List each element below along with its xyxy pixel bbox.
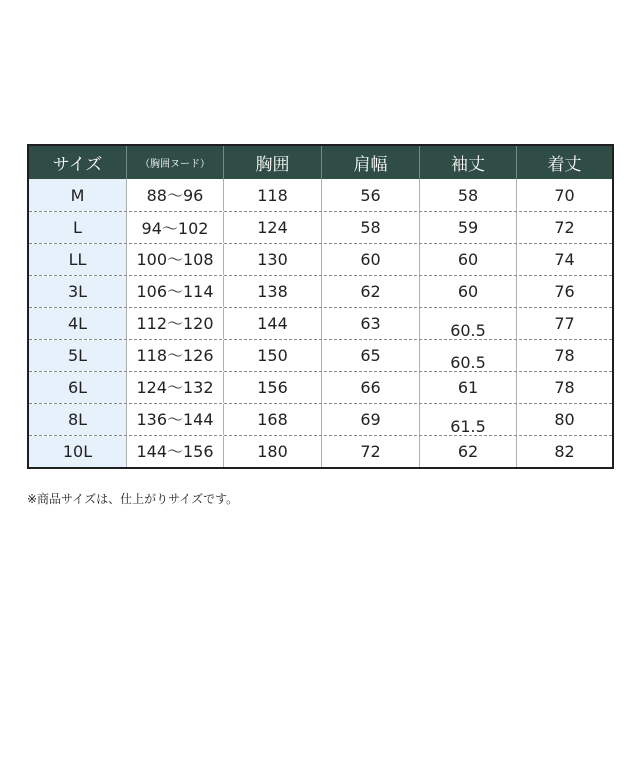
cell-sleeve: 58 [419,179,516,211]
cell-shoulder: 66 [321,372,419,403]
cell-sleeve: 60.5 [419,340,516,371]
cell-length: 76 [516,276,612,307]
cell-chest: 180 [223,436,321,467]
cell-size: 6L [29,372,126,403]
cell-length: 78 [516,372,612,403]
cell-shoulder: 63 [321,308,419,339]
cell-length: 78 [516,340,612,371]
cell-chest: 124 [223,212,321,243]
cell-chest: 150 [223,340,321,371]
cell-chest-nude: 144～156 [126,436,223,467]
size-note: ※商品サイズは、仕上がりサイズです。 [27,492,239,506]
cell-chest-nude: 88～96 [126,179,223,211]
cell-shoulder: 72 [321,436,419,467]
cell-chest: 130 [223,244,321,275]
cell-shoulder: 56 [321,179,419,211]
cell-chest: 168 [223,404,321,435]
header-size: サイズ [52,155,103,175]
cell-sleeve: 60 [419,244,516,275]
header-sleeve: 袖丈 [419,146,516,179]
header-shoulder: 肩幅 [321,146,419,179]
cell-sleeve: 60 [419,276,516,307]
cell-sleeve: 59 [419,212,516,243]
cell-size: LL [29,244,126,275]
cell-chest-nude: 124～132 [126,372,223,403]
table-row [29,307,612,339]
cell-shoulder: 65 [321,340,419,371]
cell-sleeve: 61 [419,372,516,403]
table-body [29,179,612,467]
size-table [27,144,614,469]
cell-size: L [29,212,126,243]
cell-shoulder: 69 [321,404,419,435]
table-row [29,339,612,371]
cell-length: 72 [516,212,612,243]
cell-chest: 118 [223,179,321,211]
cell-length: 80 [516,404,612,435]
cell-chest-nude: 136～144 [126,404,223,435]
cell-sleeve: 60.5 [419,308,516,339]
cell-chest-nude: 118～126 [126,340,223,371]
cell-sleeve: 61.5 [419,404,516,435]
cell-shoulder: 60 [321,244,419,275]
table-row [29,179,612,211]
cell-shoulder: 62 [321,276,419,307]
cell-length: 82 [516,436,612,467]
table-row [29,371,612,403]
cell-size: M [29,179,126,211]
table-row [29,435,612,467]
cell-size: 8L [29,404,126,435]
cell-chest: 156 [223,372,321,403]
cell-sleeve: 62 [419,436,516,467]
header-chest-nude: （胸囲ヌード） [126,146,223,179]
table-header [29,146,612,179]
cell-chest-nude: 106～114 [126,276,223,307]
table-row [29,275,612,307]
cell-shoulder: 58 [321,212,419,243]
cell-length: 74 [516,244,612,275]
cell-size: 5L [29,340,126,371]
table-row [29,243,612,275]
cell-size: 3L [29,276,126,307]
cell-chest: 144 [223,308,321,339]
table-row [29,211,612,243]
cell-chest: 138 [223,276,321,307]
table-row [29,403,612,435]
cell-chest-nude: 112～120 [126,308,223,339]
cell-length: 77 [516,308,612,339]
cell-size: 10L [29,436,126,467]
cell-chest-nude: 94～102 [126,212,223,243]
header-chest: 胸囲 [223,146,321,179]
cell-chest-nude: 100～108 [126,244,223,275]
header-length: 着丈 [516,146,612,179]
cell-length: 70 [516,179,612,211]
cell-size: 4L [29,308,126,339]
